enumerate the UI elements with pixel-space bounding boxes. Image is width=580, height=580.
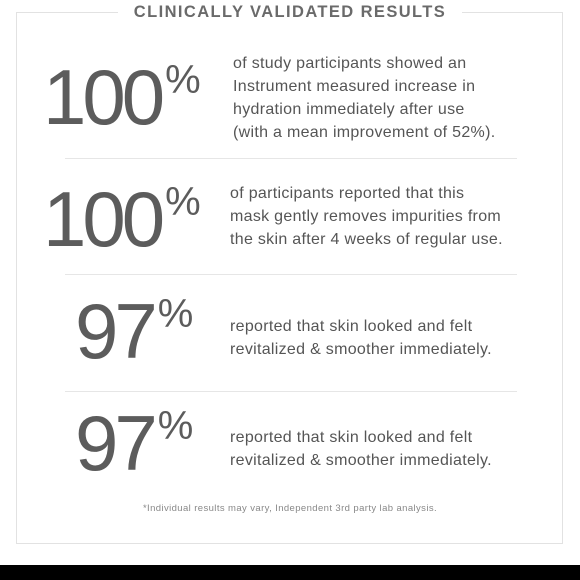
stat-1-line: hydration immediately after use — [233, 101, 465, 118]
stat-3-line: reported that skin looked and felt — [230, 318, 473, 335]
stat-2-value — [43, 175, 201, 263]
section-title — [0, 0, 580, 24]
stat-2-line: the skin after 4 weeks of regular use. — [230, 231, 503, 248]
stat-2-line: of participants reported that this — [230, 185, 465, 202]
stat-2-description — [230, 182, 503, 251]
stat-2-percent-sign: % — [165, 180, 201, 224]
divider — [65, 274, 517, 275]
stat-1-line: Instrument measured increase in — [233, 78, 476, 95]
stat-4-percent-sign: % — [157, 404, 194, 448]
stat-4-value — [75, 399, 194, 487]
stat-1-percent-sign: % — [165, 58, 201, 102]
bottom-bar — [0, 565, 580, 580]
stat-4-number: 97 — [75, 399, 154, 487]
stat-3-number: 97 — [75, 287, 154, 375]
stat-3-value — [75, 287, 194, 375]
stat-2-line: mask gently removes impurities from — [230, 208, 502, 225]
stat-3-percent-sign: % — [157, 292, 194, 336]
stat-1-line: (with a mean improvement of 52%). — [233, 124, 496, 141]
stat-1-description — [233, 52, 495, 144]
stat-4-line: reported that skin looked and felt — [230, 429, 473, 446]
stat-4-description — [230, 426, 492, 472]
stat-4-line: revitalized & smoother immediately. — [230, 452, 492, 469]
stat-1-line: of study participants showed an — [233, 55, 467, 72]
divider — [65, 158, 517, 159]
stat-3-description — [230, 315, 492, 361]
section-title-text: CLINICALLY VALIDATED RESULTS — [118, 3, 462, 21]
divider — [65, 391, 517, 392]
stat-1-number: 100 — [43, 53, 162, 141]
stat-2-number: 100 — [43, 175, 162, 263]
disclaimer-footnote: *Individual results may vary, Independent 3rd party lab analysis. — [142, 503, 438, 514]
stat-3-line: revitalized & smoother immediately. — [230, 341, 492, 358]
stat-1-value — [43, 53, 201, 141]
